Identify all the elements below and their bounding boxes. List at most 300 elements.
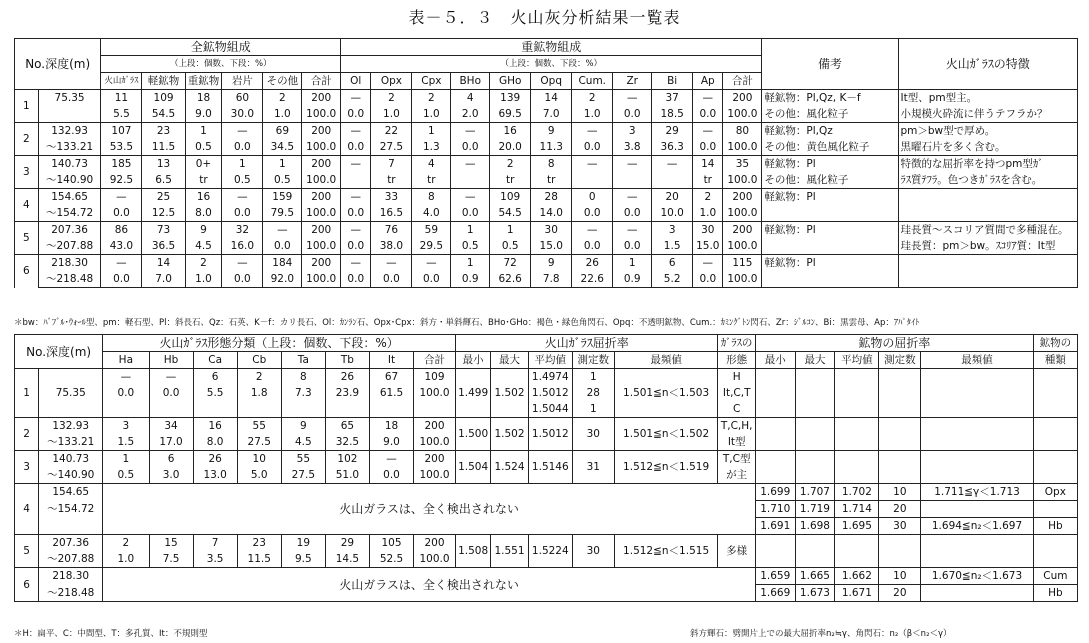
refr-count-cell: 31 (572, 451, 614, 484)
mineral-avg-cell: 1.702 (835, 484, 879, 501)
heavy-col-header: BHo (451, 73, 490, 90)
full-percent-cell: 11.5 (142, 139, 185, 156)
empty-cell (755, 401, 795, 418)
shape-col-header: Ta (281, 352, 325, 369)
full-percent-cell: 100.0 (302, 205, 341, 222)
glass-form-header-2: 形態 (718, 352, 755, 369)
heavy-count-cell: 1 (412, 123, 451, 140)
full-count-cell: 159 (263, 189, 302, 206)
heavy-count-cell: 2 (371, 90, 412, 107)
full-percent-cell: 0.0 (222, 139, 263, 156)
heavy-percent-cell: 22.6 (572, 271, 613, 288)
heavy-count-cell: 8 (531, 156, 572, 173)
depth-bottom: ～133.21 (39, 434, 103, 451)
heavy-count-cell: 37 (652, 90, 693, 107)
mineral-refraction-header: 鉱物の屈折率 (755, 335, 1033, 352)
refr-col-header: 最頻値 (614, 352, 718, 369)
heavy-count-cell: — (341, 222, 371, 239)
heavy-percent-cell: 1.0 (572, 106, 613, 123)
row-number: 4 (15, 484, 39, 535)
glass-feature-line-1 (898, 189, 1078, 206)
heavy-percent-cell: 0.0 (572, 139, 613, 156)
remark-line-1: 軽鉱物：Pl,Qz, K－f (762, 90, 898, 107)
heavy-count-cell: — (693, 90, 723, 107)
full-count-cell: 200 (302, 90, 341, 107)
full-percent-cell: 7.0 (142, 271, 185, 288)
empty-cell (369, 401, 413, 418)
mineral-mode-cell: 1.694≦n₂＜1.697 (921, 518, 1033, 535)
empty-cell (39, 518, 103, 535)
remark-line-1: 軽鉱物：Pl,Qz (762, 123, 898, 140)
mineral-kind-cell: Hb (1033, 585, 1077, 602)
table-row (15, 484, 1078, 501)
empty-cell (755, 434, 795, 451)
shape-percent-cell: 0.5 (103, 467, 149, 484)
shape-count-cell: 19 (281, 535, 325, 552)
table-row (15, 90, 1078, 107)
heavy-percent-cell: 10.0 (652, 205, 693, 222)
heavy-percent-cell: tr (531, 172, 572, 189)
shape-count-cell: 55 (237, 418, 281, 435)
shape-percent-cell: 52.5 (369, 551, 413, 568)
shape-count-cell: — (103, 369, 149, 386)
heavy-count-cell: 29 (652, 123, 693, 140)
table-row (15, 172, 1078, 189)
refr-avg-cell: 1.5012 (528, 418, 572, 451)
heavy-percent-cell: 18.5 (652, 106, 693, 123)
table-row (15, 222, 1078, 239)
shape-count-cell: 6 (149, 451, 193, 468)
depth-bottom: ～154.72 (39, 501, 103, 518)
empty-cell (795, 434, 835, 451)
heavy-count-cell: — (341, 156, 371, 173)
heavy-percent-cell: 100.0 (723, 271, 762, 288)
no-header: No. (25, 57, 46, 71)
heavy-count-cell: 1 (451, 255, 490, 272)
full-count-cell: 1 (185, 123, 222, 140)
col-header-no-depth (15, 39, 101, 90)
heavy-count-cell: 30 (693, 222, 723, 239)
depth-top: 140.73 (39, 451, 103, 468)
glass-feature-line-1: 特徴的な屈折率を持つpm型ｶﾞ (898, 156, 1078, 173)
depth-bottom: ～218.48 (38, 271, 101, 288)
depth-top: 132.93 (38, 123, 101, 140)
empty-cell (755, 535, 795, 552)
shape-percent-cell: 3.5 (193, 551, 237, 568)
shape-percent-cell: 14.5 (325, 551, 369, 568)
heavy-percent-cell: 14.0 (531, 205, 572, 222)
mineral-kind-cell (1033, 501, 1077, 518)
heavy-count-cell: — (652, 156, 693, 173)
heavy-percent-cell: 0.0 (693, 271, 723, 288)
table-row (15, 385, 1078, 401)
row-number: 4 (15, 189, 39, 222)
heavy-percent-cell: 0.0 (572, 238, 613, 255)
table-row (15, 451, 1078, 468)
empty-cell (1033, 369, 1077, 386)
full-percent-cell: 16.0 (222, 238, 263, 255)
heavy-percent-cell: 1.5 (652, 238, 693, 255)
shape-percent-cell: 7.5 (149, 551, 193, 568)
heavy-count-cell: — (371, 255, 412, 272)
table-row (15, 271, 1078, 288)
heavy-count-cell: 72 (490, 255, 531, 272)
heavy-count-cell: — (572, 156, 613, 173)
footnote-glass-shapes: ＊H：扁平、C：中間型、T：多孔質、It：不規則型 (14, 629, 208, 639)
full-count-cell: 73 (142, 222, 185, 239)
heavy-percent-cell: 0.0 (412, 271, 451, 288)
empty-cell (103, 401, 149, 418)
refr-count-cell: 1 (572, 401, 614, 418)
glass-feature-line-1: pm＞bw型で厚め。 (898, 123, 1078, 140)
full-count-cell: 9 (185, 222, 222, 239)
mineral-min-cell: 1.669 (755, 585, 795, 602)
empty-cell (1033, 551, 1077, 568)
heavy-percent-cell: 1.0 (412, 106, 451, 123)
table-row (15, 139, 1078, 156)
glass-form-cell: 多様 (718, 535, 755, 568)
full-count-cell: — (222, 189, 263, 206)
full-count-cell: 200 (302, 123, 341, 140)
heavy-count-cell: 76 (371, 222, 412, 239)
empty-cell (325, 401, 369, 418)
shape-percent-cell: 11.5 (237, 551, 281, 568)
shape-count-cell: 29 (325, 535, 369, 552)
remark-line-1: 軽鉱物：Pl (762, 255, 898, 272)
full-percent-cell: 43.0 (101, 238, 142, 255)
shape-count-cell: 55 (281, 451, 325, 468)
full-percent-cell: 0.0 (222, 271, 263, 288)
shape-count-cell: 65 (325, 418, 369, 435)
full-count-cell: 60 (222, 90, 263, 107)
full-percent-cell: 34.5 (263, 139, 302, 156)
heavy-count-cell: — (693, 123, 723, 140)
mineral-min-cell: 1.699 (755, 484, 795, 501)
mineral-mode-cell: 1.711≦γ＜1.713 (921, 484, 1033, 501)
empty-cell (1033, 401, 1077, 418)
remark-line-1: 軽鉱物：Pl (762, 156, 898, 173)
full-percent-cell: 100.0 (302, 106, 341, 123)
shape-percent-cell: 4.5 (281, 434, 325, 451)
mineral-kind-cell: Hb (1033, 518, 1077, 535)
shape-col-header: It (369, 352, 413, 369)
heavy-percent-cell (451, 172, 490, 189)
heavy-percent-cell: 7.8 (531, 271, 572, 288)
heavy-col-header: Ol (341, 73, 371, 90)
glass-form-header-1: ｶﾞﾗｽの (718, 335, 755, 352)
shape-col-header: Ha (103, 352, 149, 369)
empty-cell (795, 401, 835, 418)
empty-cell (193, 401, 237, 418)
empty-cell (795, 418, 835, 435)
heavy-count-cell: — (572, 222, 613, 239)
mineral-mode-cell (921, 501, 1033, 518)
full-count-cell: 109 (142, 90, 185, 107)
refr-min-cell: 1.504 (455, 451, 490, 484)
empty-cell (879, 434, 921, 451)
depth-bottom (38, 106, 101, 123)
row-number: 5 (15, 222, 39, 255)
mineral-kind-cell: Cum (1033, 568, 1077, 585)
refr-avg-cell: 1.4974 (528, 369, 572, 386)
row-number: 5 (15, 535, 39, 568)
full-col-header: その他 (263, 73, 302, 90)
refr-max-cell (491, 369, 528, 386)
shape-count-cell: 200 (414, 418, 456, 435)
depth-bottom: ～207.88 (38, 238, 101, 255)
heavy-percent-cell: 1.0 (693, 205, 723, 222)
shape-percent-cell: 9.0 (369, 434, 413, 451)
heavy-count-cell: 200 (723, 90, 762, 107)
heavy-percent-cell: 100.0 (723, 172, 762, 189)
full-col-header: 合計 (302, 73, 341, 90)
heavy-count-cell: — (451, 189, 490, 206)
empty-cell (879, 369, 921, 386)
mineral-avg-cell: 1.671 (835, 585, 879, 602)
mineral-count-cell: 30 (879, 518, 921, 535)
depth-top: 207.36 (38, 222, 101, 239)
heavy-percent-cell: 3.8 (613, 139, 652, 156)
heavy-col-header: 合計 (723, 73, 762, 90)
heavy-count-cell: 0 (572, 189, 613, 206)
full-count-cell: — (101, 255, 142, 272)
full-count-cell: 13 (142, 156, 185, 173)
full-percent-cell: 1.0 (185, 271, 222, 288)
heavy-percent-cell: 0.0 (371, 271, 412, 288)
heavy-count-cell: 14 (531, 90, 572, 107)
shape-col-header: Ca (193, 352, 237, 369)
shape-count-cell: 16 (193, 418, 237, 435)
empty-cell (921, 535, 1033, 552)
heavy-count-cell: 8 (412, 189, 451, 206)
shape-percent-cell: 1.5 (103, 434, 149, 451)
refr-mode-cell (614, 369, 718, 386)
mineral-min-cell: 1.691 (755, 518, 795, 535)
depth-top: 75.35 (38, 90, 101, 107)
remark-line-2 (762, 205, 898, 222)
heavy-percent-cell: 0.0 (341, 271, 371, 288)
table-row (15, 401, 1078, 418)
heavy-percent-cell: 0.0 (341, 205, 371, 222)
shape-count-cell: 200 (414, 535, 456, 552)
row-number: 1 (15, 90, 39, 123)
glass-feature-line-1: It型、pm型主。 (898, 90, 1078, 107)
heavy-col-header: Ap (693, 73, 723, 90)
full-percent-cell: 0.0 (101, 205, 142, 222)
heavy-count-cell: 3 (613, 123, 652, 140)
heavy-count-cell: — (613, 90, 652, 107)
heavy-count-cell: 9 (531, 255, 572, 272)
full-percent-cell: 12.5 (142, 205, 185, 222)
empty-cell (795, 467, 835, 484)
full-percent-cell: 0.5 (263, 172, 302, 189)
full-percent-cell: 36.5 (142, 238, 185, 255)
heavy-mineral-subheader: （上段：個数、下段：%） (341, 56, 762, 73)
shape-percent-cell: 1.8 (237, 385, 281, 401)
empty-cell (921, 551, 1033, 568)
heavy-count-cell: — (341, 123, 371, 140)
remark-line-2 (762, 271, 898, 288)
shape-percent-cell: 61.5 (369, 385, 413, 401)
heavy-count-cell: 6 (652, 255, 693, 272)
heavy-percent-cell: 0.0 (341, 139, 371, 156)
mineral-col-header: 最頻値 (921, 352, 1033, 369)
refr-count-cell: 30 (572, 418, 614, 451)
heavy-count-cell: — (341, 90, 371, 107)
full-count-cell: — (263, 222, 302, 239)
empty-cell (835, 369, 879, 386)
heavy-count-cell: — (693, 255, 723, 272)
full-mineral-header: 全鉱物組成 (101, 39, 341, 56)
glass-feature-line-2: 黒曜石片を多く含む。 (898, 139, 1078, 156)
heavy-count-cell: 20 (652, 189, 693, 206)
mineral-max-cell: 1.719 (795, 501, 835, 518)
footnote-refractive: 斜方輝石：劈開片上での最大屈折率n₂≒γ、角閃石：n₂（β＜n₂＜γ） (690, 629, 952, 639)
remark-line-1: 軽鉱物：Pl (762, 189, 898, 206)
glass-feature-line-2: ﾗｽ質ﾃﾌﾗ。色つきｶﾞﾗｽを含む。 (898, 172, 1078, 189)
heavy-percent-cell: 100.0 (723, 205, 762, 222)
table-row (15, 205, 1078, 222)
shape-count-cell: 2 (103, 535, 149, 552)
full-percent-cell: 100.0 (302, 172, 341, 189)
refr-max-cell: 1.551 (491, 535, 528, 568)
heavy-count-cell: 2 (572, 90, 613, 107)
refr-mode-cell (614, 401, 718, 418)
table-row (15, 156, 1078, 173)
row-number: 6 (15, 568, 39, 602)
heavy-percent-cell: tr (412, 172, 451, 189)
heavy-percent-cell (613, 172, 652, 189)
glass-feature-line-2 (898, 205, 1078, 222)
shape-percent-cell: 100.0 (414, 385, 456, 401)
depth-header: 深度(m) (45, 57, 91, 71)
full-col-header: 軽鉱物 (142, 73, 185, 90)
shape-count-cell: 200 (414, 451, 456, 468)
empty-cell (1033, 434, 1077, 451)
refr-min-cell: 1.500 (455, 418, 490, 451)
depth-bottom: ～218.48 (39, 585, 103, 602)
heavy-count-cell: 28 (531, 189, 572, 206)
table-row (15, 535, 1078, 552)
depth-cell: 75.35 (39, 369, 103, 418)
heavy-count-cell: 115 (723, 255, 762, 272)
empty-cell (835, 451, 879, 468)
shape-percent-cell: 1.0 (103, 551, 149, 568)
refr-min-cell (455, 369, 490, 386)
heavy-percent-cell: 0.0 (451, 205, 490, 222)
empty-cell (755, 385, 795, 401)
heavy-count-cell: 2 (412, 90, 451, 107)
shape-count-cell: 26 (325, 369, 369, 386)
refr-min-cell: 1.508 (455, 535, 490, 568)
full-percent-cell: 0.0 (101, 271, 142, 288)
full-count-cell: 184 (263, 255, 302, 272)
shape-percent-cell: 9.5 (281, 551, 325, 568)
shape-percent-cell: 7.3 (281, 385, 325, 401)
heavy-count-cell: 22 (371, 123, 412, 140)
mineral-mode-cell (921, 585, 1033, 602)
heavy-percent-cell: 0.0 (693, 106, 723, 123)
heavy-percent-cell (572, 172, 613, 189)
empty-cell (1033, 385, 1077, 401)
shape-count-cell: 15 (149, 535, 193, 552)
heavy-col-header: Zr (613, 73, 652, 90)
heavy-percent-cell: 0.5 (451, 238, 490, 255)
depth-top: 218.30 (38, 255, 101, 272)
full-count-cell: 25 (142, 189, 185, 206)
empty-cell (281, 401, 325, 418)
heavy-percent-cell: 16.5 (371, 205, 412, 222)
shape-percent-cell: 3.0 (149, 467, 193, 484)
shape-count-cell: 102 (325, 451, 369, 468)
shape-count-cell: — (369, 451, 413, 468)
empty-cell (795, 385, 835, 401)
glass-form-cell: C (718, 401, 755, 418)
refr-mode-cell: 1.512≦n＜1.519 (614, 451, 718, 484)
empty-cell (879, 385, 921, 401)
heavy-percent-cell: 27.5 (371, 139, 412, 156)
heavy-count-cell: 3 (652, 222, 693, 239)
mineral-kind-header-1: 鉱物の (1033, 335, 1077, 352)
heavy-percent-cell: 36.3 (652, 139, 693, 156)
empty-cell (879, 451, 921, 468)
shape-col-header: Cb (237, 352, 281, 369)
full-count-cell: 86 (101, 222, 142, 239)
heavy-percent-cell: 29.5 (412, 238, 451, 255)
refr-max-cell: 1.502 (491, 418, 528, 451)
empty-cell (921, 401, 1033, 418)
empty-cell (835, 551, 879, 568)
mineral-composition-table (14, 38, 1078, 288)
full-count-cell: 200 (302, 189, 341, 206)
heavy-count-cell: 26 (572, 255, 613, 272)
full-percent-cell: 92.5 (101, 172, 142, 189)
full-percent-cell: 79.5 (263, 205, 302, 222)
shape-count-cell: 7 (193, 535, 237, 552)
empty-cell (921, 434, 1033, 451)
no-glass-message: 火山ガラスは、全く検出されない (103, 568, 756, 602)
heavy-count-cell: 200 (723, 189, 762, 206)
heavy-count-cell: 59 (412, 222, 451, 239)
heavy-percent-cell: 0.9 (613, 271, 652, 288)
row-number: 3 (15, 451, 39, 484)
page-title: 表－５．３ 火山灰分析結果一覧表 (408, 8, 681, 27)
glass-form-cell: T,C,H, (718, 418, 755, 435)
glass-feature-line-2: 小規模火砕流に伴うテフラか？ (898, 106, 1078, 123)
row-number: 2 (15, 418, 39, 451)
empty-cell (835, 418, 879, 435)
heavy-percent-cell (341, 172, 371, 189)
heavy-count-cell: — (412, 255, 451, 272)
heavy-col-header: Opx (371, 73, 412, 90)
shape-count-cell: 23 (237, 535, 281, 552)
glass-feature-line-1: 珪長質～スコリア質間で多種混在。 (898, 222, 1078, 239)
full-count-cell: 69 (263, 123, 302, 140)
glass-form-cell: It,C,T (718, 385, 755, 401)
depth-header-2: 深度(m) (46, 344, 92, 359)
mineral-min-cell: 1.659 (755, 568, 795, 585)
refr-avg-cell: 1.5146 (528, 451, 572, 484)
empty-cell (835, 385, 879, 401)
row-number: 3 (15, 156, 39, 189)
heavy-col-header: Cum. (572, 73, 613, 90)
mineral-max-cell: 1.698 (795, 518, 835, 535)
heavy-percent-cell (652, 172, 693, 189)
empty-cell (149, 401, 193, 418)
remark-header: 備考 (762, 39, 898, 90)
shape-percent-cell: 27.5 (237, 434, 281, 451)
shape-percent-cell: 0.0 (369, 467, 413, 484)
